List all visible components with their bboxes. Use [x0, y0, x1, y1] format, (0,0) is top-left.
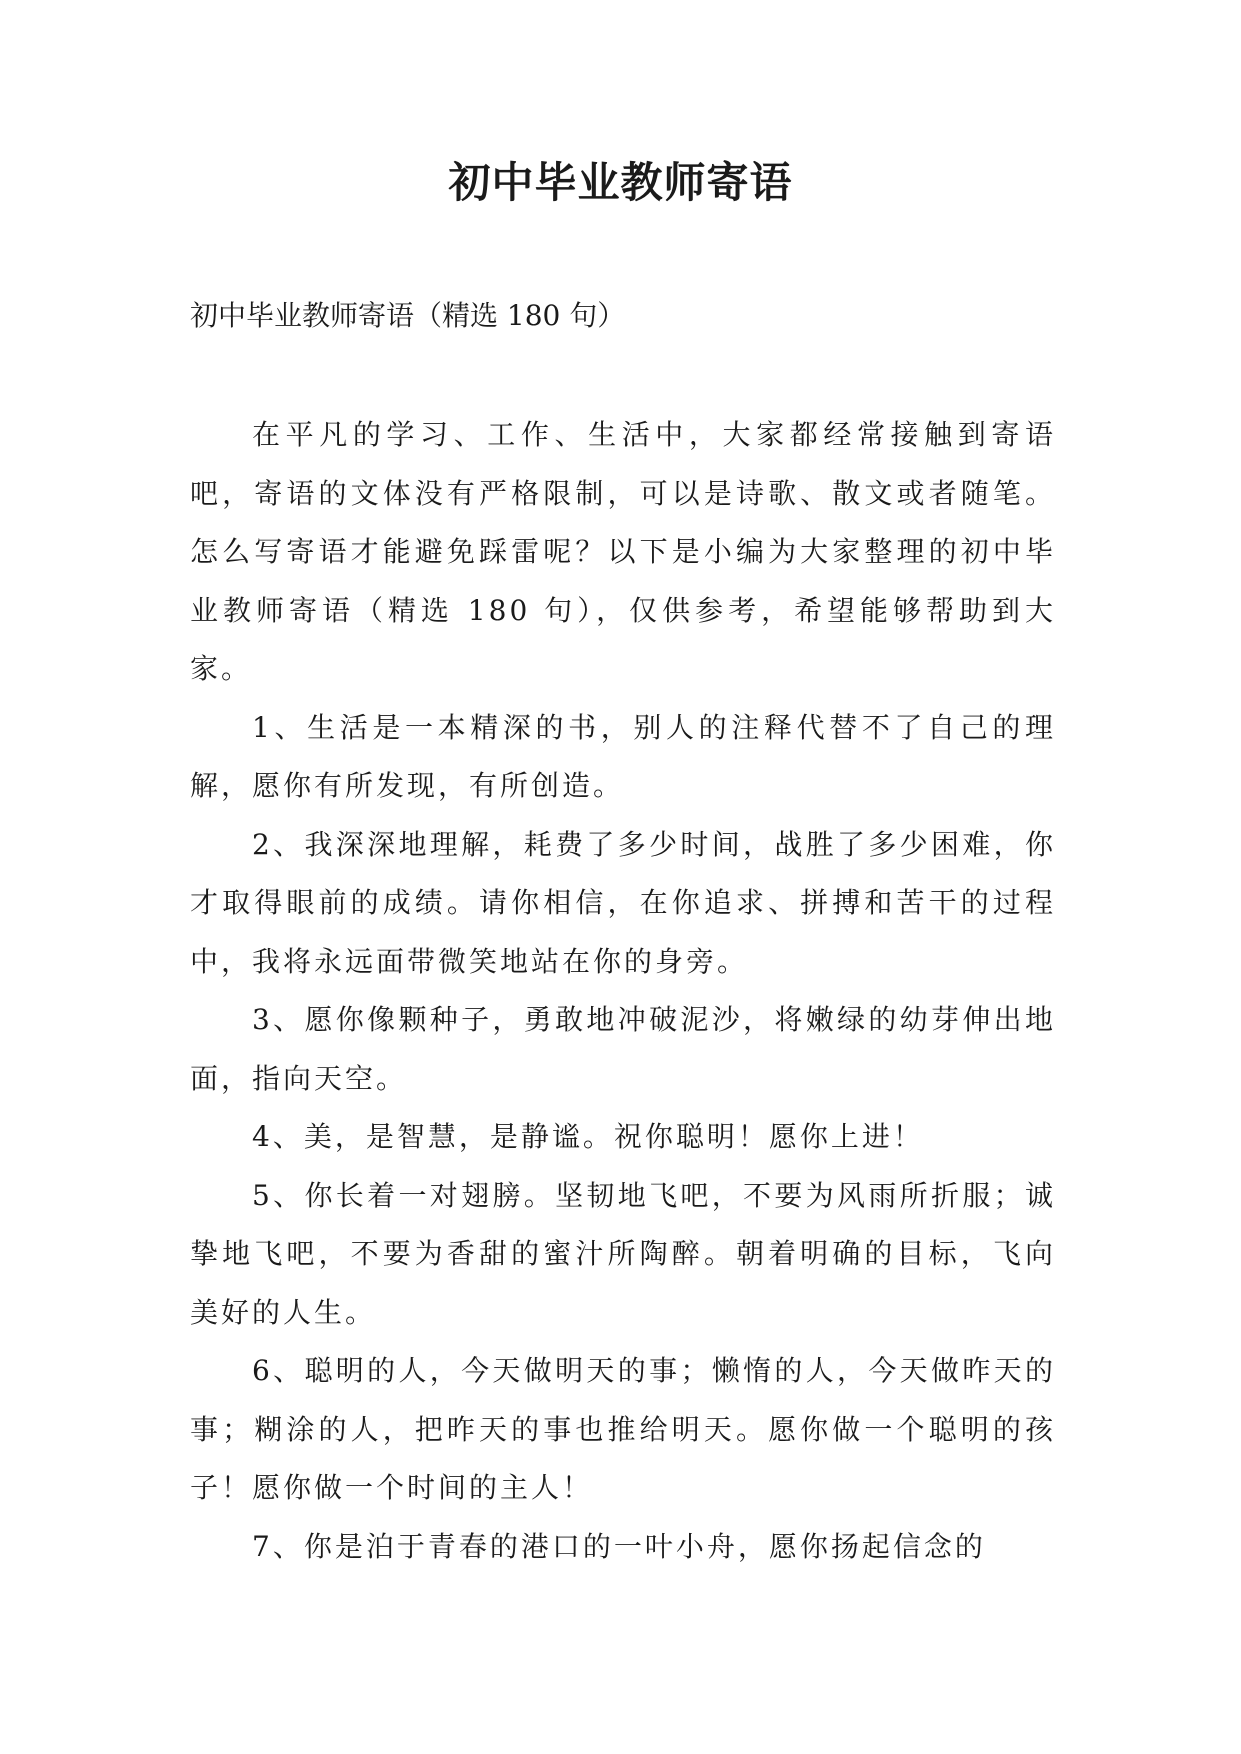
document-body — [190, 406, 1056, 1576]
message-item: 1、生活是一本精深的书，别人的注释代替不了自己的理解，愿你有所发现，有所创造。 — [190, 710, 1056, 802]
message-item: 3、愿你像颗种子，勇敢地冲破泥沙，将嫩绿的幼芽伸出地面，指向天空。 — [190, 1003, 1056, 1095]
message-item: 6、聪明的人，今天做明天的事；懒惰的人，今天做昨天的事；糊涂的人，把昨天的事也推给明天。愿你做一个聪明的孩子！愿你做一个时间的主人！ — [190, 1354, 1056, 1504]
message-item: 4、美，是智慧，是静谧。祝你聪明！愿你上进！ — [252, 1120, 924, 1153]
message-item: 7、你是泊于青春的港口的一叶小舟，愿你扬起信念的 — [252, 1529, 986, 1563]
intro-paragraph: 在平凡的学习、工作、生活中，大家都经常接触到寄语吧，寄语的文体没有严格限制，可以是诗歌、散文或者随笔。怎么写寄语才能避免踩雷呢？以下是小编为大家整理的初中毕业教师寄语（精选 180 句），仅供参考，希望能够帮助到大家。 — [190, 418, 1056, 685]
document-subtitle: 初中毕业教师寄语（精选 180 句） — [190, 299, 626, 332]
message-item: 2、我深深地理解，耗费了多少时间，战胜了多少困难，你才取得眼前的成绩。请你相信，在你追求、拼搏和苦干的过程中，我将永远面带微笑地站在你的身旁。 — [190, 827, 1056, 978]
message-item: 5、你长着一对翅膀。坚韧地飞吧，不要为风雨所折服；诚挚地飞吧，不要为香甜的蜜汁所陶醉。朝着明确的目标，飞向美好的人生。 — [190, 1178, 1056, 1329]
document-title: 初中毕业教师寄语 — [448, 158, 793, 207]
